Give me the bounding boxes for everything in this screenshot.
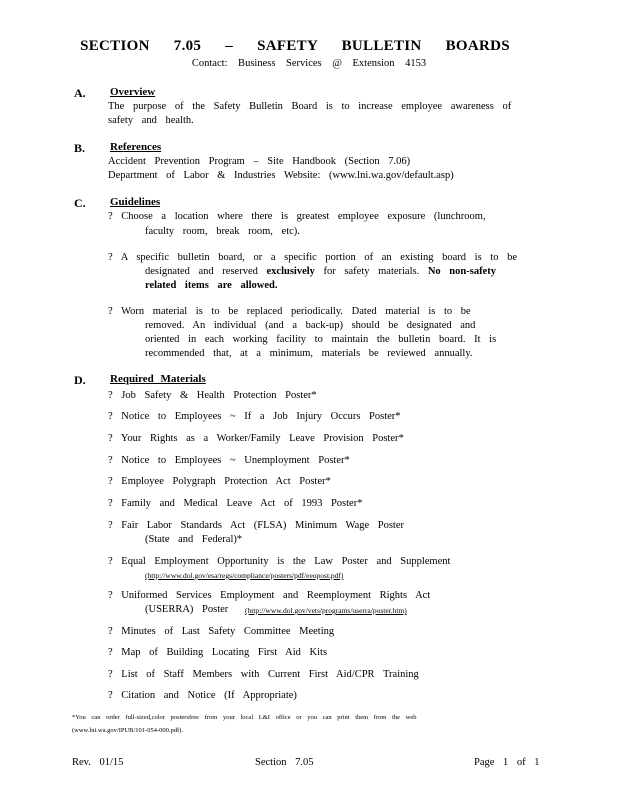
footer-section: Section 7.05: [255, 757, 314, 768]
overview-line: safety and health.: [108, 115, 194, 126]
overview-line: The purpose of the Safety Bulletin Board is to increase employee awareness of: [108, 101, 512, 112]
guideline-item-cont: oriented in each working facility to maintain the bulletin board. It is: [145, 334, 497, 345]
page-title: SECTION 7.05 – SAFETY BULLETIN BOARDS: [80, 38, 510, 54]
section-a-letter: A.: [74, 86, 86, 100]
section-d-letter: D.: [74, 373, 86, 387]
page-number: Page 1 of 1: [474, 757, 540, 768]
material-item: ? Uniformed Services Employment and Reemployment Rights Act: [108, 590, 431, 601]
material-item-cont: (USERRA) Poster: [145, 604, 229, 615]
material-item: ? Job Safety & Health Protection Poster*: [108, 390, 317, 401]
material-item: ? Your Rights as a Worker/Family Leave Provision Poster*: [108, 433, 404, 444]
section-b-heading: References: [110, 141, 162, 153]
guideline-item-cont: removed. An individual (and a back-up) should be designated and: [145, 320, 476, 331]
guideline-item: ? Choose a location where there is greatest employee exposure (lunchroom,: [108, 211, 486, 222]
guideline-emphasis: No non-safety: [427, 266, 496, 277]
footnote-link[interactable]: (www.lni.wa.gov/IPUB/101-054-000.pdf).: [72, 727, 183, 734]
section-b-letter: B.: [74, 141, 86, 155]
guideline-item-cont: faculty room, break room, etc).: [145, 226, 300, 237]
guideline-item: ? Worn material is to be replaced periodically. Dated material is to be: [108, 306, 471, 317]
material-item: ? Notice to Employees ~ If a Job Injury Occurs Poster*: [108, 411, 401, 422]
material-item: ? Equal Employment Opportunity is the Law Poster and Supplement: [108, 556, 451, 567]
material-item: ? Citation and Notice (If Appropriate): [108, 690, 297, 701]
material-item: ? Family and Medical Leave Act of 1993 Poster*: [108, 498, 363, 509]
eeo-poster-link[interactable]: (http://www.dol.gov/esa/regs/compliance/posters/pdf/eeopost.pdf): [145, 571, 344, 580]
reference-line: Department of Labor & Industries Website: (www.lni.wa.gov/default.asp): [108, 170, 454, 181]
guideline-item-cont: recommended that, at a minimum, materials be reviewed annually.: [145, 348, 473, 359]
revision-label: Rev. 01/15: [72, 757, 124, 768]
guideline-emphasis: exclusively: [266, 266, 315, 277]
material-item: ? Fair Labor Standards Act (FLSA) Minimum Wage Poster: [108, 520, 405, 531]
guideline-item: ? A specific bulletin board, or a specific portion of an existing board is to be: [108, 252, 517, 263]
guideline-item-cont: related items are allowed.: [145, 280, 278, 291]
material-item: ? Notice to Employees ~ Unemployment Poster*: [108, 455, 350, 466]
material-item: ? Map of Building Locating First Aid Kits: [108, 647, 328, 658]
section-a-heading: Overview: [110, 86, 156, 98]
guideline-text: for safety materials.: [323, 266, 420, 277]
guideline-item-cont: [145, 266, 496, 277]
material-item-cont: (State and Federal)*: [145, 534, 243, 545]
material-item: ? Employee Polygraph Protection Act Poster*: [108, 476, 331, 487]
userra-poster-link[interactable]: (http://www.dol.gov/vets/programs/userra/poster.htm): [245, 606, 407, 615]
material-item: ? List of Staff Members with Current First Aid/CPR Training: [108, 669, 419, 680]
footnote: *You can order full-sized,color postersfree from your local L&I office or you can print them from the web: [72, 714, 417, 721]
section-c-letter: C.: [74, 196, 86, 210]
reference-line: Accident Prevention Program – Site Handbook (Section 7.06): [108, 156, 411, 167]
material-item: ? Minutes of Last Safety Committee Meeting: [108, 626, 335, 637]
guideline-text: designated and reserved: [145, 266, 258, 277]
section-c-heading: Guidelines: [110, 196, 161, 208]
section-d-heading: Required Materials: [110, 373, 206, 385]
contact-line: Contact: Business Services @ Extension 4153: [191, 58, 427, 69]
